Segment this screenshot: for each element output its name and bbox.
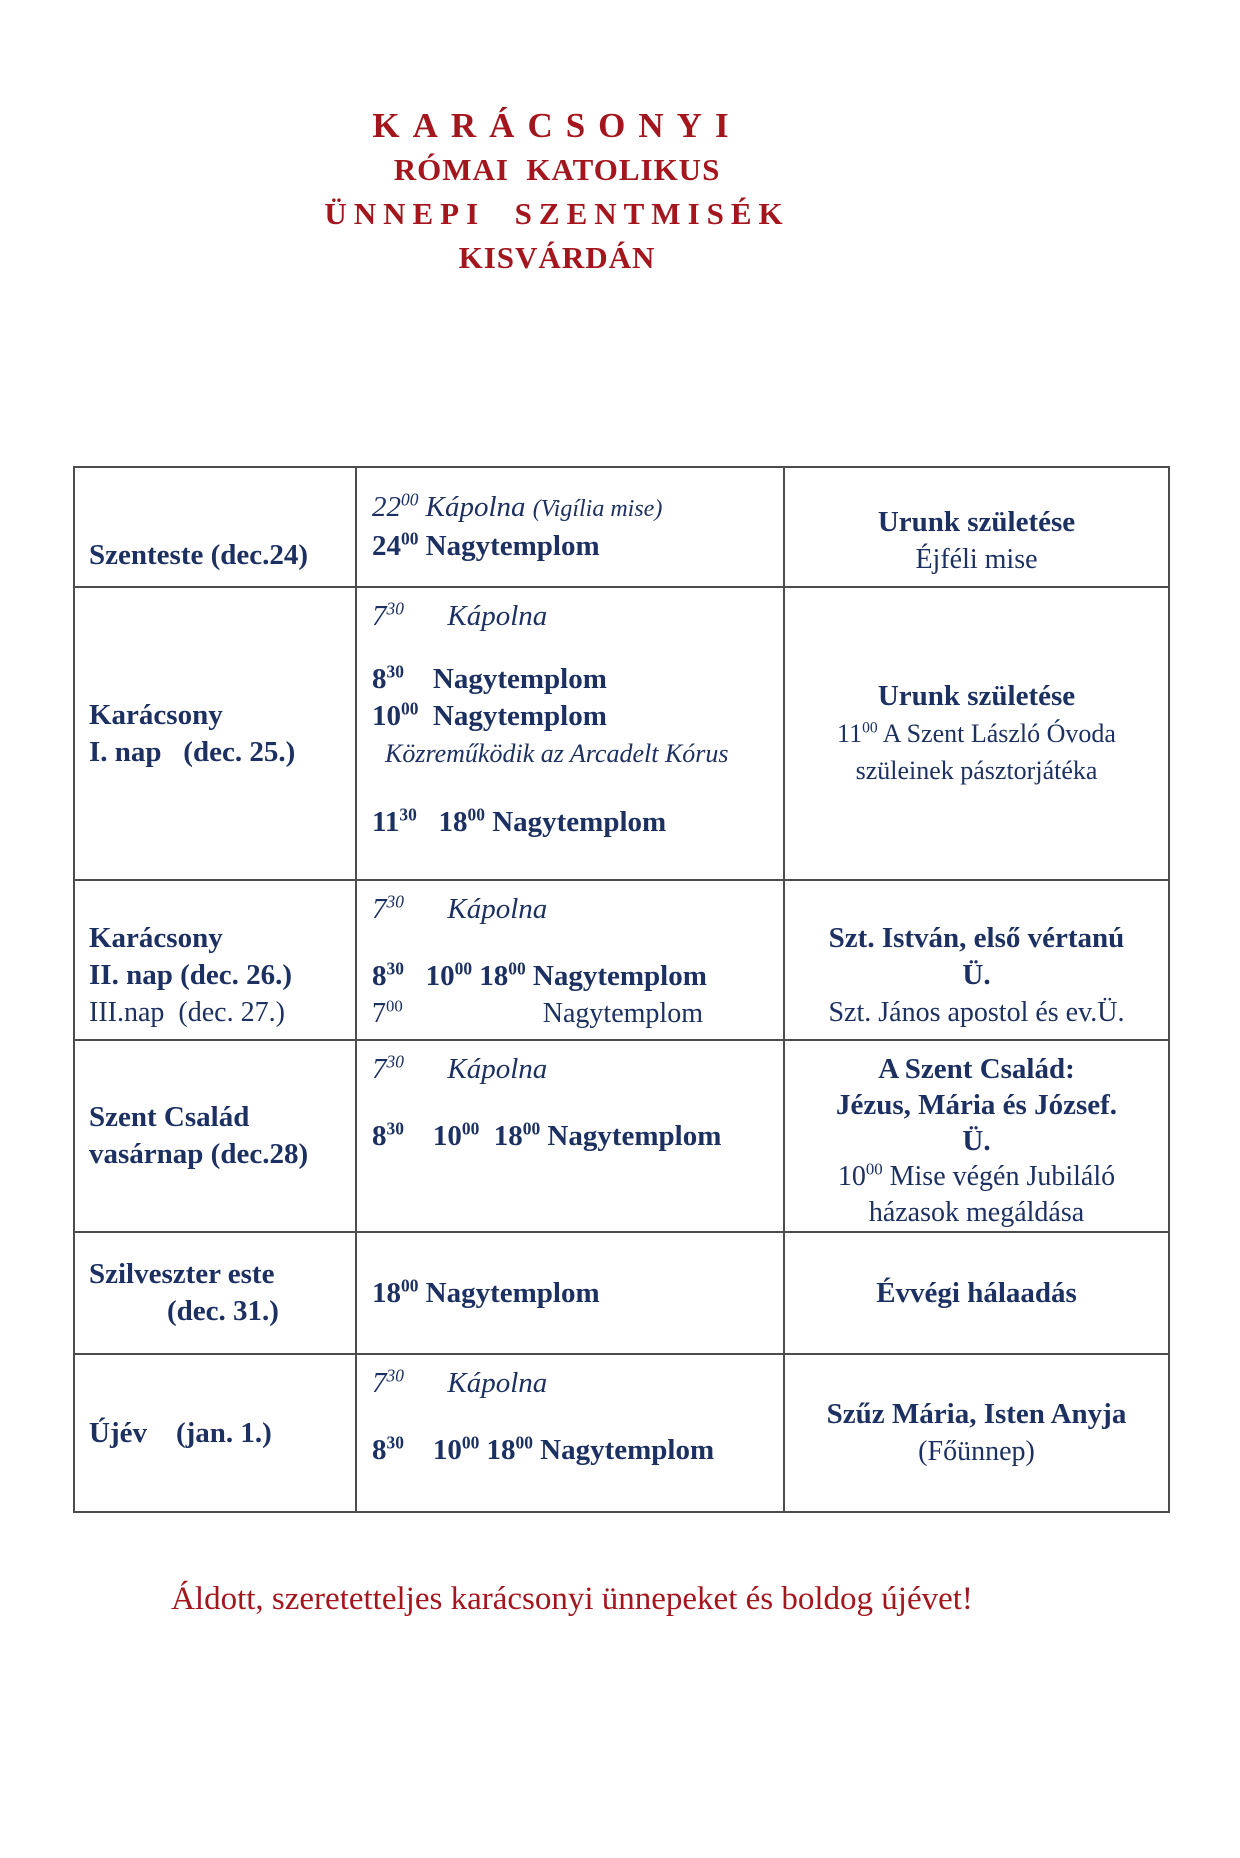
- times-cell: [356, 1040, 784, 1232]
- spacer: [372, 1402, 783, 1432]
- day-label: Újév (jan. 1.): [89, 1416, 272, 1449]
- table-row: [74, 1040, 1169, 1232]
- title-line-2: RÓMAI KATOLIKUS: [393, 152, 721, 187]
- table-row: [74, 1354, 1169, 1512]
- mass-time: $22^{00}$ Kápolna: [372, 489, 533, 523]
- feast-title: Jézus, Mária és József.: [835, 1089, 1118, 1121]
- times-cell: [356, 1232, 784, 1354]
- mass-time-line: $18^{00}$ Nagytemplom: [372, 1274, 600, 1309]
- title-line-4: KISVÁRDÁN: [458, 240, 656, 275]
- feast-subtitle: (Főünnep): [918, 1436, 1035, 1467]
- spacer: [372, 1088, 783, 1118]
- spacer: [372, 772, 783, 804]
- feast-title: Urunk születése: [877, 680, 1076, 712]
- feast-title: Urunk születése: [877, 506, 1076, 538]
- feast-title: Szűz Mária, Isten Anyja: [826, 1398, 1127, 1430]
- mass-note: (Vigília mise): [532, 496, 663, 522]
- mass-time-line: $8^{30}$ $10^{00}$ $18^{00}$ Nagytemplom: [372, 1118, 722, 1152]
- day-label: Szilveszter este: [89, 1258, 275, 1290]
- times-cell: [356, 587, 784, 880]
- day-label: Karácsony: [89, 698, 223, 731]
- day-label: (dec. 31.): [167, 1295, 279, 1327]
- day-label: vasárnap (dec.28): [89, 1138, 309, 1170]
- feast-subtitle: szüleinek pásztorjátéka: [855, 756, 1098, 785]
- mass-schedule-table: [73, 466, 1170, 1513]
- day-label: Karácsony: [89, 922, 223, 954]
- times-cell: [356, 467, 784, 587]
- feast-title: Ü.: [962, 1125, 991, 1157]
- day-cell: [74, 587, 356, 880]
- feast-subtitle: Szt. János apostol és ev.Ü.: [828, 997, 1125, 1028]
- mass-time-line: $7^{30}$ Kápolna: [372, 1365, 548, 1399]
- feast-title: A Szent Család:: [878, 1053, 1075, 1085]
- feast-subtitle: $10^{00}$ Mise végén Jubiláló: [837, 1159, 1116, 1192]
- times-cell: [356, 1354, 784, 1512]
- title-line-3: ÜNNEPI SZENTMISÉK: [324, 196, 790, 231]
- feast-subtitle: Éjféli mise: [915, 544, 1038, 575]
- feast-title: Ü.: [962, 959, 991, 991]
- feast-subtitle: $11^{00}$ A Szent László Óvoda: [837, 719, 1116, 748]
- day-label: III.nap (dec. 27.): [89, 997, 285, 1028]
- day-cell: [74, 1232, 356, 1354]
- mass-time-line: $11^{30}$ $18^{00}$ Nagytemplom: [372, 804, 667, 838]
- table-row: [74, 467, 1169, 587]
- mass-time-line: $8^{30}$ $10^{00}$ $18^{00}$ Nagytemplom: [372, 1432, 715, 1466]
- feast-title: Évvégi hálaadás: [876, 1276, 1077, 1309]
- feast-cell: [784, 587, 1169, 880]
- day-cell: [74, 1354, 356, 1512]
- feast-cell: [784, 1040, 1169, 1232]
- feast-subtitle: házasok megáldása: [868, 1197, 1085, 1228]
- day-label: I. nap (dec. 25.): [89, 735, 296, 768]
- table-row: [74, 1232, 1169, 1354]
- day-label: Szent Család: [89, 1101, 250, 1133]
- mass-time-line: $8^{30}$ $10^{00}$ $18^{00}$ Nagytemplom: [372, 958, 707, 992]
- mass-time-line: [372, 489, 783, 528]
- feast-cell: [784, 467, 1169, 587]
- times-cell: [356, 880, 784, 1040]
- spacer: [372, 928, 783, 958]
- feast-cell: [784, 880, 1169, 1040]
- mass-time-line: $7^{00}$ Nagytemplom: [372, 996, 703, 1029]
- spacer: [372, 635, 783, 661]
- mass-time-line: $8^{30}$ Nagytemplom: [372, 661, 607, 695]
- day-label: Szenteste (dec.24): [89, 539, 309, 571]
- title-line-1: KARÁCSONYI: [372, 106, 742, 145]
- day-cell: [74, 880, 356, 1040]
- feast-cell: [784, 1232, 1169, 1354]
- feast-title: Szt. István, első vértanú: [828, 922, 1125, 954]
- document-title: [67, 104, 1047, 280]
- table-row: [74, 587, 1169, 880]
- mass-time-line: $7^{30}$ Kápolna: [372, 891, 548, 925]
- feast-cell: [784, 1354, 1169, 1512]
- choir-note: Közreműködik az Arcadelt Kórus: [372, 739, 729, 768]
- greeting-line: Áldott, szeretetteljes karácsonyi ünnepeket és boldog újévet!: [171, 1581, 973, 1617]
- mass-time-line: $7^{30}$ Kápolna: [372, 598, 548, 632]
- day-cell: [74, 467, 356, 587]
- day-label: II. nap (dec. 26.): [89, 959, 293, 991]
- day-cell: [74, 1040, 356, 1232]
- mass-time-line: $24^{00}$ Nagytemplom: [372, 528, 600, 562]
- mass-time-line: $10^{00}$ Nagytemplom: [372, 698, 607, 732]
- table-row: [74, 880, 1169, 1040]
- mass-time-line: $7^{30}$ Kápolna: [372, 1051, 548, 1085]
